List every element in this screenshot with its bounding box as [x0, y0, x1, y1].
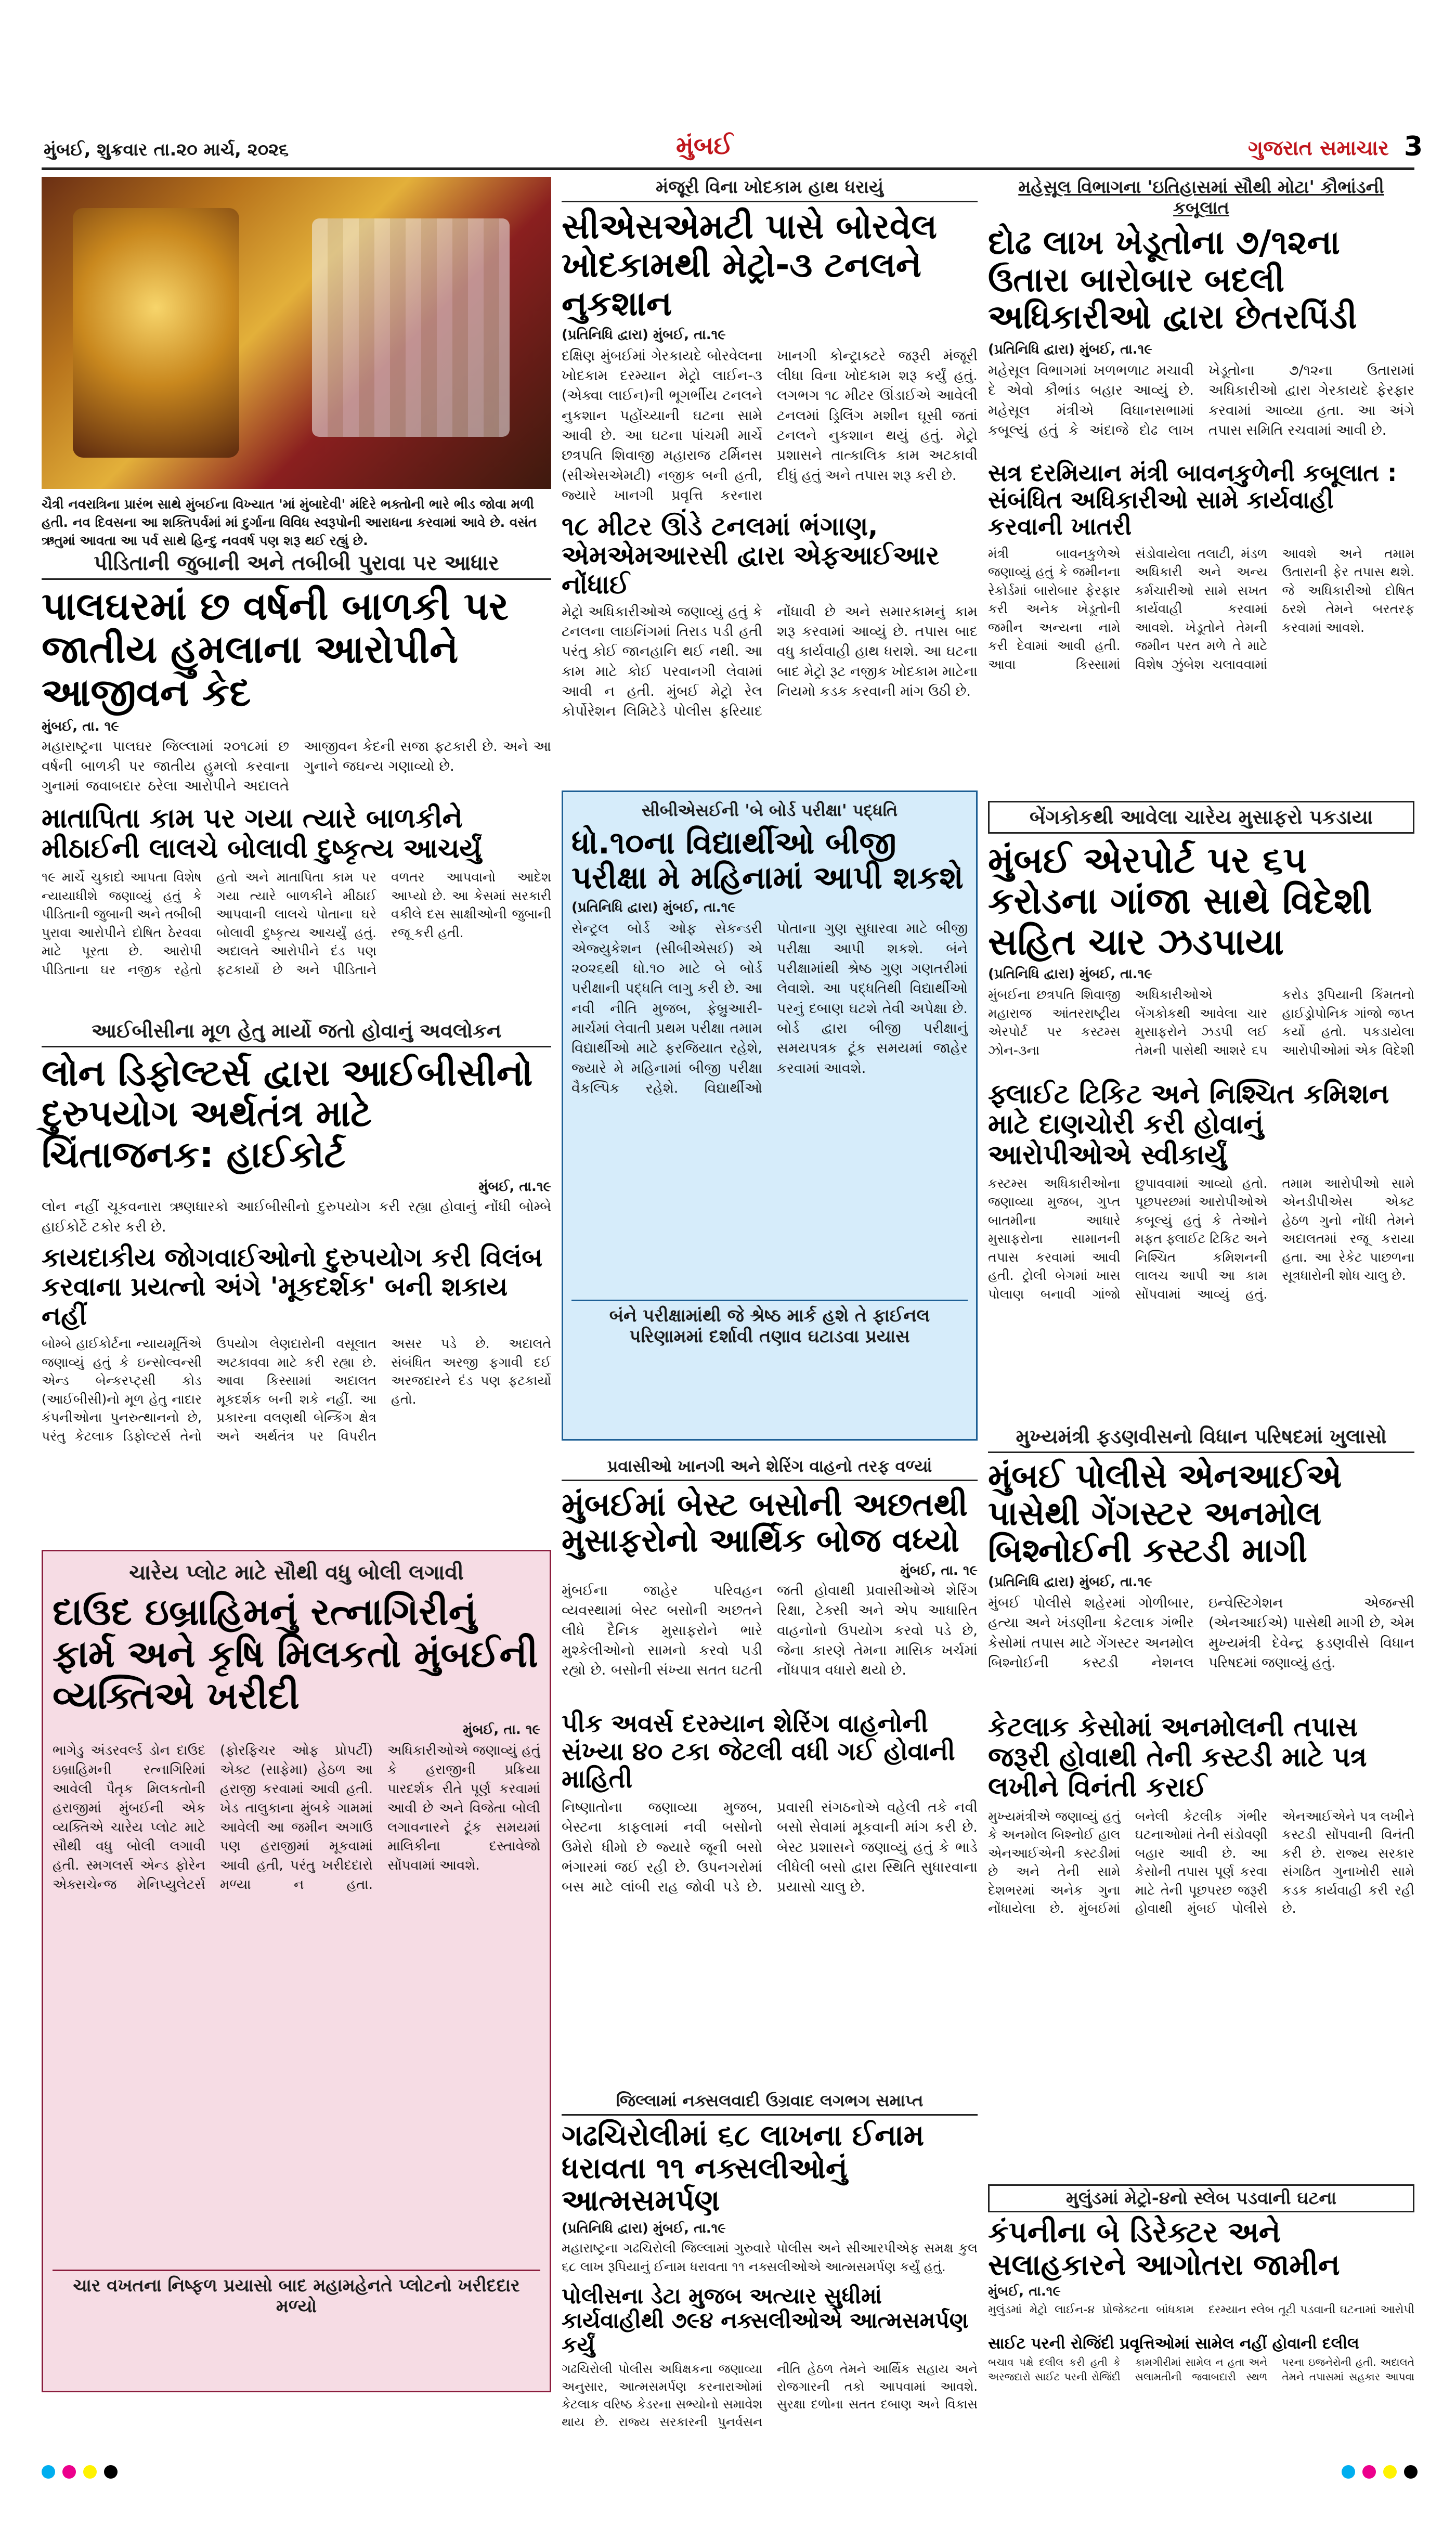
metro-body-2: મેટ્રો અધિકારીઓએ જણાવ્યું હતું કે ટનલના લાઇનિંગમાં તિરાડ પડી હતી પરંતુ કોઈ જાનહાનિ થઈ નથી. આ કામ માટે કોઈ પરવાનગી લેવામાં આવી ન હતી. મુંબઈ મેટ્રો રેલ કોર્પોરેશન લિમિટેડે પોલીસ ફરિયાદ નોંધાવી છે અને સમારકામનું કામ શરૂ કરવામાં આવ્યું છે. તપાસ બાદ વધુ કાર્યવાહી હાથ ધરાશે. આ ઘટના બાદ મેટ્રો રૂટ નજીક ખોદકામ માટેના નિયમો કડક કરવાની માંગ ઉઠી છે. [562, 603, 978, 720]
metro-headline: સીએસએમટી પાસે બોરવેલ ખોદકામથી મેટ્રો-૩ ટનલને નુકશાન [562, 206, 937, 323]
naxal-headline: ગઢચિરોલીમાં ૬૮ લાખના ઈનામ ધરાવતા ૧૧ નક્સલીઓનું આત્મસમર્પણ [562, 2119, 925, 2218]
mulund-subhead: સાઈટ પરની રોજિંદી પ્રવૃત્તિઓમાં સામેલ નહીં હોવાની દલીલ [988, 2335, 1359, 2353]
mulund-byline: મુંબઈ, તા.૧૯ [988, 2284, 1061, 2300]
mulund-kicker: મુલુંડમાં મેટ્રો-૪નો સ્લેબ પડવાની ઘટના [988, 2184, 1414, 2212]
metro-body: દક્ષિણ મુંબઈમાં ગેરકાયદે બોરવેલના ખોદકામ દરમ્યાન મેટ્રો લાઈન-૩ (એક્વા લાઈન)ની ભૂગર્ભીય ટનલને નુકશાન પહોંચ્યાની ઘટના સામે આવી છે. આ ઘટના પાંચમી માર્ચે છત્રપતિ શિવાજી મહારાજ ટર્મિનસ (સીએસએમટી) નજીક બની હતી, જ્યારે ખાનગી પ્રવૃત્તિ કરનારા ખાનગી કોન્ટ્રાક્ટરે જરૂરી મંજૂરી લીધા વિના ખોદકામ શરૂ કર્યું હતું. લગભગ ૧૮ મીટર ઊંડાઈએ આવેલી ટનલમાં ડ્રિલિંગ મશીન ઘૂસી જતાં ટનલને નુકશાન થયું હતું. મેટ્રો પ્રશાસને તાત્કાલિક કામ અટકાવી દીધું હતું અને તપાસ શરૂ કરી છે. [562, 347, 978, 504]
ssc-body: સેન્ટ્રલ બોર્ડ ઓફ સેકન્ડરી એજ્યુકેશન (સીબીએસઈ) એ ૨૦૨૬થી ધો.૧૦ માટે બે બોર્ડ પરીક્ષાની પદ્ધતિ લાગુ કરી છે. આ નવી નીતિ મુજબ, ફેબ્રુઆરી-માર્ચમાં લેવાતી પ્રથમ પરીક્ષા તમામ વિદ્યાર્થીઓ માટે ફરજિયાત રહેશે, જ્યારે મે મહિનામાં બીજી પરીક્ષા વૈકલ્પિક રહેશે. વિદ્યાર્થીઓ પોતાના ગુણ સુધારવા માટે બીજી પરીક્ષા આપી શકશે. બંને પરીક્ષામાંથી શ્રેષ્ઠ ગુણ ગણતરીમાં લેવાશે. આ પદ્ધતિથી વિદ્યાર્થીઓ પરનું દબાણ ઘટશે તેવી અપેક્ષા છે. બોર્ડ દ્વારા બીજી પરીક્ષાનું સમયપત્રક ટૂંક સમયમાં જાહેર કરવામાં આવશે. [571, 921, 968, 1096]
best-body-2: નિષ્ણાતોના જણાવ્યા મુજબ, બેસ્ટના કાફલામાં નવી બસોનો ઉમેરો ધીમો છે જ્યારે જૂની બસો ભંગારમાં જઈ રહી છે. ઉપનગરોમાં બસ માટે લાંબી રાહ જોવી પડે છે. પ્રવાસી સંગઠનોએ વહેલી તકે નવી બસો સેવામાં મૂકવાની માંગ કરી છે. બેસ્ટ પ્રશાસને જણાવ્યું હતું કે ભાડે લીધેલી બસો દ્વારા સ્થિતિ સુધારવાના પ્રયાસો ચાલુ છે. [562, 1799, 978, 1896]
paper-name: ગુજરાત સમાચાર [1248, 136, 1389, 160]
palghar-story [42, 551, 551, 1009]
best-kicker: પ્રવાસીઓ ખાનગી અને શેરિંગ વાહનો તરફ વળ્યાં [562, 1456, 978, 1481]
ibc-body-2: બોમ્બે હાઈકોર્ટના ન્યાયમૂર્તિએ જણાવ્યું હતું કે ઇન્સોલ્વન્સી એન્ડ બેન્કરપ્ટ્સી કોડ (આઈબીસી)નો મૂળ હેતુ નાદાર કંપનીઓના પુનરુત્થાનનો છે, પરંતુ કેટલાક ડિફોલ્ટર્સ તેનો ઉપયોગ લેણદારોની વસૂલાત અટકાવવા માટે કરી રહ્યા છે. આવા કિસ્સામાં અદાલત મૂકદર્શક બની શકે નહીં. આ પ્રકારના વલણથી બેન્કિંગ ક્ષેત્ર અને અર્થતંત્ર પર વિપરીત અસર પડે છે. અદાલતે સંબંધિત અરજી ફગાવી દઈ અરજદારને દંડ પણ ફટકાર્યો હતો. [42, 1336, 551, 1444]
mulund-headline: કંપનીના બે ડિરેક્ટર અને સલાહકારને આગોતરા જામીન [988, 2215, 1340, 2282]
bishnoi-byline: (પ્રતિનિધિ દ્વારા) મુંબઈ, તા.૧૯ [988, 1574, 1152, 1590]
best-subhead: પીક અવર્સ દરમ્યાન શેરિંગ વાહનોની સંખ્યા ૪૦ ટકા જેટલી વધી ગઈ હોવાની માહિતી [562, 1708, 955, 1794]
drugs-kicker: બેંગકોકથી આવેલા ચારેય મુસાફરો પકડાયા [988, 801, 1414, 834]
photo-story [42, 177, 551, 548]
drugs-subhead: ફ્લાઈટ ટિકિટ અને નિશ્ચિત કમિશન માટે દાણચોરી કરી હોવાનું આરોપીઓએ સ્વીકાર્યું [988, 1079, 1389, 1171]
dawood-byline: મુંબઈ, તા. ૧૯ [463, 1721, 540, 1738]
mulund-story [988, 2184, 1414, 2429]
registration-dot [62, 2465, 76, 2479]
masthead-rule [42, 167, 1414, 170]
registration-dot [1383, 2465, 1397, 2479]
drugs-body: મુંબઈના છત્રપતિ શિવાજી મહારાજ આંતરરાષ્ટ્રીય એરપોર્ટ પર કસ્ટમ્સ ઝોન-૩ના અધિકારીઓએ બેંગકોકથી આવેલા ચાર મુસાફરોને ઝડપી લઈ તેમની પાસેથી આશરે ૬૫ કરોડ રૂપિયાની કિંમતનો હાઈડ્રોપોનિક ગાંજો જપ્ત કર્યો હતો. પકડાયેલા આરોપીઓમાં એક વિદેશી [988, 987, 1414, 1058]
registration-dot [83, 2465, 97, 2479]
palghar-headline: પાલઘરમાં છ વર્ષની બાળકી પર જાતીય હુમલાના આરોપીને આજીવન કેદ [42, 584, 509, 715]
scam-story [988, 177, 1414, 796]
metro-byline: (પ્રતિનિધિ દ્વારા) મુંબઈ, તા.૧૯ [562, 327, 726, 343]
best-story [562, 1456, 978, 2080]
page-number: 3 [1404, 131, 1423, 162]
registration-dot [1362, 2465, 1376, 2479]
palghar-body: મહારાષ્ટ્રના પાલઘર જિલ્લામાં ૨૦૧૮માં છ વર્ષની બાળકી પર જાતીય હુમલો કરવાના ગુનામાં જવાબદાર ઠરેલા આરોપીને અદાલતે આજીવન કેદની સજા ફટકારી છે. અને આ ગુનાને જઘન્ય ગણાવ્યો છે. [42, 738, 551, 795]
drugs-story [988, 801, 1414, 1409]
scam-headline: દોઢ લાખ ખેડૂતોના ૭/૧૨ના ઉતારા બારોબાર બદલી અધિકારીઓ દ્વારા છેતરપિંડી [988, 224, 1357, 337]
metro-story [562, 177, 978, 775]
bishnoi-kicker: મુખ્યમંત્રી ફડણવીસનો વિધાન પરિષદમાં ખુલાસો [988, 1425, 1414, 1453]
dawood-headline: દાઉદ ઇબ્રાહિમનું રત્નાગિરીનું ફાર્મ અને કૃષિ મિલકતો મુંબઈની વ્યક્તિએ ખરીદી [53, 1590, 538, 1718]
metro-subhead: ૧૮ મીટર ઊંડે ટનલમાં ભંગાણ, એમએમઆરસી દ્વારા એફઆઈઆર નોંધાઈ [562, 511, 940, 600]
palghar-body-2: ૧૯ માર્ચે ચુકાદો આપતા વિશેષ ન્યાયાધીશે જણાવ્યું હતું કે પીડિતાની જુબાની અને તબીબી પુરાવા આરોપીને દોષિત ઠેરવવા માટે પૂરતા છે. આરોપી પીડિતાના ઘર નજીક રહેતો હતો અને માતાપિતા કામ પર ગયા ત્યારે બાળકીને મીઠાઈ આપવાની લાલચે પોતાના ઘરે બોલાવી દુષ્કૃત્ય આચર્યું હતું. અદાલતે આરોપીને દંડ પણ ફટકાર્યો છે અને પીડિતાને વળતર આપવાનો આદેશ આપ્યો છે. આ કેસમાં સરકારી વકીલે દસ સાક્ષીઓની જુબાની રજૂ કરી હતી. [42, 870, 551, 977]
registration-dot [42, 2465, 55, 2479]
palghar-byline: મુંબઈ, તા. ૧૯ [42, 718, 119, 734]
scam-subhead: સત્ર દરમિયાન મંત્રી બાવનકુળેની કબૂલાત : સંબંધિત અધિકારીઓ સામે કાર્યવાહી કરવાની ખાતરી [988, 459, 1397, 541]
naxal-body: મહારાષ્ટ્રના ગઢચિરોલી જિલ્લામાં ગુરુવારે પોલીસ અને સીઆરપીએફ સમક્ષ કુલ ૬૮ લાખ રૂપિયાનું ઈનામ ધરાવતા ૧૧ નક્સલીઓએ આત્મસમર્પણ કર્યું હતું. [562, 2240, 978, 2274]
metro-kicker: મંજૂરી વિના ખોદકામ હાથ ધરાયું [562, 177, 978, 202]
date-line: મુંબઈ, શુક્રવાર તા.૨૦ માર્ચ, ૨૦૨૬ [44, 139, 289, 160]
masthead [0, 0, 1456, 162]
dawood-story [42, 1550, 551, 2392]
naxal-kicker: જિલ્લામાં નક્સલવાદી ઉગ્રવાદ લગભગ સમાપ્ત [562, 2091, 978, 2116]
drugs-headline: મુંબઈ એરપોર્ટ પર ૬૫ કરોડના ગાંજા સાથે વિદેશી સહિત ચાર ઝડપાયા [988, 839, 1372, 963]
mulund-body: મુલુંડમાં મેટ્રો લાઈન-૪ પ્રોજેક્ટના બાંધકામ દરમ્યાન સ્લેબ તૂટી પડવાની ઘટનામાં આરોપી [988, 2303, 1414, 2317]
naxal-body-2: ગઢચિરોલી પોલીસ અધિક્ષકના જણાવ્યા અનુસાર, આત્મસમર્પણ કરનારાઓમાં કેટલાક વરિષ્ઠ કેડરના સભ્યોનો સમાવેશ થાય છે. રાજ્ય સરકારની પુનર્વસન નીતિ હેઠળ તેમને આર્થિક સહાય અને રોજગારની તકો આપવામાં આવશે. સુરક્ષા દળોના સતત દબાણ અને વિકાસ [562, 2362, 978, 2430]
ssc-footer: બંને પરીક્ષામાંથી જે શ્રેષ્ઠ માર્ક હશે તે ફાઈનલ પરિણામમાં દર્શાવી તણાવ ઘટાડવા પ્રયાસ [571, 1300, 968, 1347]
best-byline: મુંબઈ, તા. ૧૯ [900, 1562, 978, 1578]
dawood-body: ભાગેડુ અંડરવર્લ્ડ ડોન દાઉદ ઇબ્રાહિમની રત્નાગિરિમાં આવેલી પૈતૃક મિલકતોની હરાજીમાં મુંબઈની એક વ્યક્તિએ ચારેય પ્લોટ માટે સૌથી વધુ બોલી લગાવી હતી. સ્મગલર્સ એન્ડ ફોરેન એક્સચેન્જ મેનિપ્યુલેટર્સ (ફોરફિચર ઓફ પ્રોપર્ટી) એક્ટ (સાફેમા) હેઠળ આ હરાજી કરવામાં આવી હતી. ખેડ તાલુકાના મુંબકે ગામમાં આવેલી આ જમીન અગાઉ પણ હરાજીમાં મૂકવામાં આવી હતી, પરંતુ ખરીદદારો મળ્યા ન હતા. અધિકારીઓએ જણાવ્યું હતું કે હરાજીની પ્રક્રિયા પારદર્શક રીતે પૂર્ણ કરવામાં આવી છે અને વિજેતા બોલી લગાવનારને ટૂંક સમયમાં માલિકીના દસ્તાવેજો સોંપવામાં આવશે. [53, 1742, 540, 1893]
scam-body: મહેસૂલ વિભાગમાં ખળભળાટ મચાવી દે એવો કૌભાંડ બહાર આવ્યું છે. મહેસૂલ મંત્રીએ વિધાનસભામાં કબૂલ્યું હતું કે અંદાજે દોઢ લાખ ખેડૂતોના ૭/૧૨ના ઉતારામાં અધિકારીઓ દ્વારા ગેરકાયદે ફેરફાર કરવામાં આવ્યા હતા. આ અંગે તપાસ સમિતિ રચવામાં આવી છે. [988, 362, 1414, 438]
temple-photo [42, 177, 551, 489]
scam-byline: (પ્રતિનિધિ દ્વારા) મુંબઈ, તા.૧૯ [988, 342, 1152, 358]
bishnoi-headline: મુંબઈ પોલીસે એનઆઈએ પાસેથી ગેંગસ્ટર અનમોલ બિશ્નોઈની કસ્ટડી માગી [988, 1457, 1342, 1571]
scam-body-2: મંત્રી બાવનકુળેએ જણાવ્યું હતું કે જમીનના રેકોર્ડમાં બારોબાર ફેરફાર કરી અનેક ખેડૂતોની જમીન અન્યના નામે કરી દેવામાં આવી હતી. આવા કિસ્સામાં સંડોવાયેલા તલાટી, મંડળ અધિકારી અને અન્ય કર્મચારીઓ સામે સખત કાર્યવાહી કરવામાં આવશે. ખેડૂતોને તેમની જમીન પરત મળે તે માટે વિશેષ ઝુંબેશ ચલાવવામાં આવશે અને તમામ ઉતારાની ફેર તપાસ થશે. જે અધિકારીઓ દોષિત ઠરશે તેમને બરતરફ કરવામાં આવશે. [988, 546, 1414, 672]
dawood-kicker: ચારેય પ્લોટ માટે સૌથી વધુ બોલી લગાવી [129, 1561, 464, 1585]
bishnoi-body-2: મુખ્યમંત્રીએ જણાવ્યું હતું કે અનમોલ બિશ્નોઈ હાલ એનઆઈએની કસ્ટડીમાં છે અને તેની સામે દેશભરમાં અનેક ગુના નોંધાયેલા છે. મુંબઈમાં બનેલી કેટલીક ગંભીર ઘટનાઓમાં તેની સંડોવણી બહાર આવી છે. આ કેસોની તપાસ પૂર્ણ કરવા માટે તેની પૂછપરછ જરૂરી હોવાથી મુંબઈ પોલીસે એનઆઈએને પત્ર લખીને કસ્ટડી સોંપવાની વિનંતી કરી છે. રાજ્ય સરકાર સંગઠિત ગુનાખોરી સામે કડક કાર્યવાહી કરી રહી છે. [988, 1808, 1414, 1916]
naxal-story [562, 2091, 978, 2430]
ssc-byline: (પ્રતિનિધિ દ્વારા) મુંબઈ, તા.૧૯ [571, 900, 736, 916]
scam-kicker: મહેસૂલ વિભાગના 'ઇતિહાસમાં સૌથી મોટા' કૌભાંડની કબૂલાત [1018, 177, 1384, 218]
best-headline: મુંબઈમાં બેસ્ટ બસોની અછતથી મુસાફરોનો આર્થિક બોજ વધ્યો [562, 1485, 968, 1560]
photo-caption: ચૈત્રી નવરાત્રિના પ્રારંભ સાથે મુંબઈના વિખ્યાત 'માં મુંબાદેવી' મંદિરે ભક્તોની ભારે ભીડ જોવા મળી હતી. નવ દિવસના આ શક્તિપર્વમાં માં દુર્ગાના વિવિધ સ્વરૂપોની આરાધના કરવામાં આવે છે. વસંત ઋતુમાં આવતા આ પર્વ સાથે હિન્દુ નવવર્ષ પણ શરૂ થઈ રહ્યું છે. [42, 497, 537, 548]
ssc-headline: ધો.૧૦ના વિદ્યાર્થીઓ બીજી પરીક્ષા મે મહિનામાં આપી શકશે [571, 825, 964, 897]
ssc-story [562, 791, 978, 1441]
ibc-story [42, 1019, 551, 1539]
ibc-byline: મુંબઈ, તા.૧૯ [478, 1179, 551, 1195]
bishnoi-story [988, 1425, 1414, 2174]
best-body: મુંબઈના જાહેર પરિવહન વ્યવસ્થામાં બેસ્ટ બસોની અછતને લીધે દૈનિક મુસાફરોને ભારે મુશ્કેલીઓનો સામનો કરવો પડી રહ્યો છે. બસોની સંખ્યા સતત ઘટતી જતી હોવાથી પ્રવાસીઓએ શેરિંગ રિક્ષા, ટેક્સી અને એપ આધારિત વાહનોનો ઉપયોગ કરવો પડે છે, જેના કારણે તેમના માસિક ખર્ચમાં નોંધપાત્ર વધારો થયો છે. [562, 1582, 978, 1679]
registration-dot [1404, 2465, 1418, 2479]
registration-dot [1342, 2465, 1355, 2479]
mulund-body-2: બચાવ પક્ષે દલીલ કરી હતી કે અરજદારો સાઈટ પરની રોજિંદી કામગીરીમાં સામેલ ન હતા અને સલામતીની જવાબદારી સ્થળ પરના ઇજનેરોની હતી. અદાલતે તેમને તપાસમાં સહકાર આપવા [988, 2356, 1414, 2383]
bishnoi-subhead: કેટલાક કેસોમાં અનમોલની તપાસ જરૂરી હોવાથી તેની કસ્ટડી માટે પત્ર લખીને વિનંતી કરાઈ [988, 1712, 1367, 1804]
drugs-body-2: કસ્ટમ્સ અધિકારીઓના જણાવ્યા મુજબ, ગુપ્ત બાતમીના આધારે મુસાફરોના સામાનની તપાસ કરવામાં આવી હતી. ટ્રોલી બેગમાં ખાસ પોલાણ બનાવી ગાંજો છુપાવવામાં આવ્યો હતો. પૂછપરછમાં આરોપીઓએ કબૂલ્યું હતું કે તેઓને મફત ફ્લાઈટ ટિકિટ અને નિશ્ચિત કમિશનની લાલચ આપી આ કામ સોંપવામાં આવ્યું હતું. તમામ આરોપીઓ સામે એનડીપીએસ એક્ટ હેઠળ ગુનો નોંધી તેમને અદાલતમાં રજૂ કરાયા હતા. આ રેકેટ પાછળના સૂત્રધારોની શોધ ચાલુ છે. [988, 1175, 1414, 1302]
dawood-footer: ચાર વખતના નિષ્ફળ પ્રયાસો બાદ મહામહેનતે પ્લોટનો ખરીદદાર મળ્યો [53, 2270, 540, 2317]
ibc-headline: લોન ડિફોલ્ટર્સ દ્વારા આઈબીસીનો દુરુપયોગ અર્થતંત્ર માટે ચિંતાજનક: હાઈકોર્ટ [42, 1052, 533, 1176]
bishnoi-body: મુંબઈ પોલીસે શહેરમાં ગોળીબાર, હત્યા અને ખંડણીના કેટલાક ગંભીર કેસોમાં તપાસ માટે ગેંગસ્ટર અનમોલ બિશ્નોઈની કસ્ટડી નેશનલ ઇન્વેસ્ટિગેશન એજન્સી (એનઆઈએ) પાસેથી માગી છે, એમ મુખ્યમંત્રી દેવેન્દ્ર ફડણવીસે વિધાન પરિષદમાં જણાવ્યું હતું. [988, 1595, 1414, 1671]
section-title: મુંબઈ [676, 131, 733, 160]
ssc-kicker: સીબીએસઈની 'બે બોર્ડ પરીક્ષા' પદ્ધતિ [641, 800, 898, 820]
naxal-byline: (પ્રતિનિધિ દ્વારા) મુંબઈ, તા.૧૯ [562, 2221, 726, 2237]
drugs-byline: (પ્રતિનિધિ દ્વારા) મુંબઈ, તા.૧૯ [988, 966, 1152, 982]
ibc-subhead: કાયદાકીય જોગવાઈઓનો દુરુપયોગ કરી વિલંબ કરવાના પ્રયત્નો અંગે 'મૂકદર્શક' બની શકાય નહીં [42, 1242, 543, 1331]
registration-dot [104, 2465, 118, 2479]
ibc-body: લોન નહીં ચૂકવનારા ઋણધારકો આઈબીસીનો દુરુપયોગ કરી રહ્યા હોવાનું નોંધી બોમ્બે હાઈકોર્ટે ટકોર કરી છે. [42, 1199, 551, 1235]
ibc-kicker: આઈબીસીના મૂળ હેતુ માર્યો જતો હોવાનું અવલોકન [42, 1019, 551, 1047]
naxal-subhead: પોલીસના ડેટા મુજબ અત્યાર સુધીમાં કાર્યવાહીથી ૭૯૪ નક્સલીઓએ આત્મસમર્પણ કર્યું [562, 2283, 969, 2358]
palghar-kicker: પીડિતાની જુબાની અને તબીબી પુરાવા પર આધાર [42, 551, 551, 580]
palghar-subhead: માતાપિતા કામ પર ગયા ત્યારે બાળકીને મીઠાઈની લાલચે બોલાવી દુષ્કૃત્ય આચર્યું [42, 802, 482, 864]
